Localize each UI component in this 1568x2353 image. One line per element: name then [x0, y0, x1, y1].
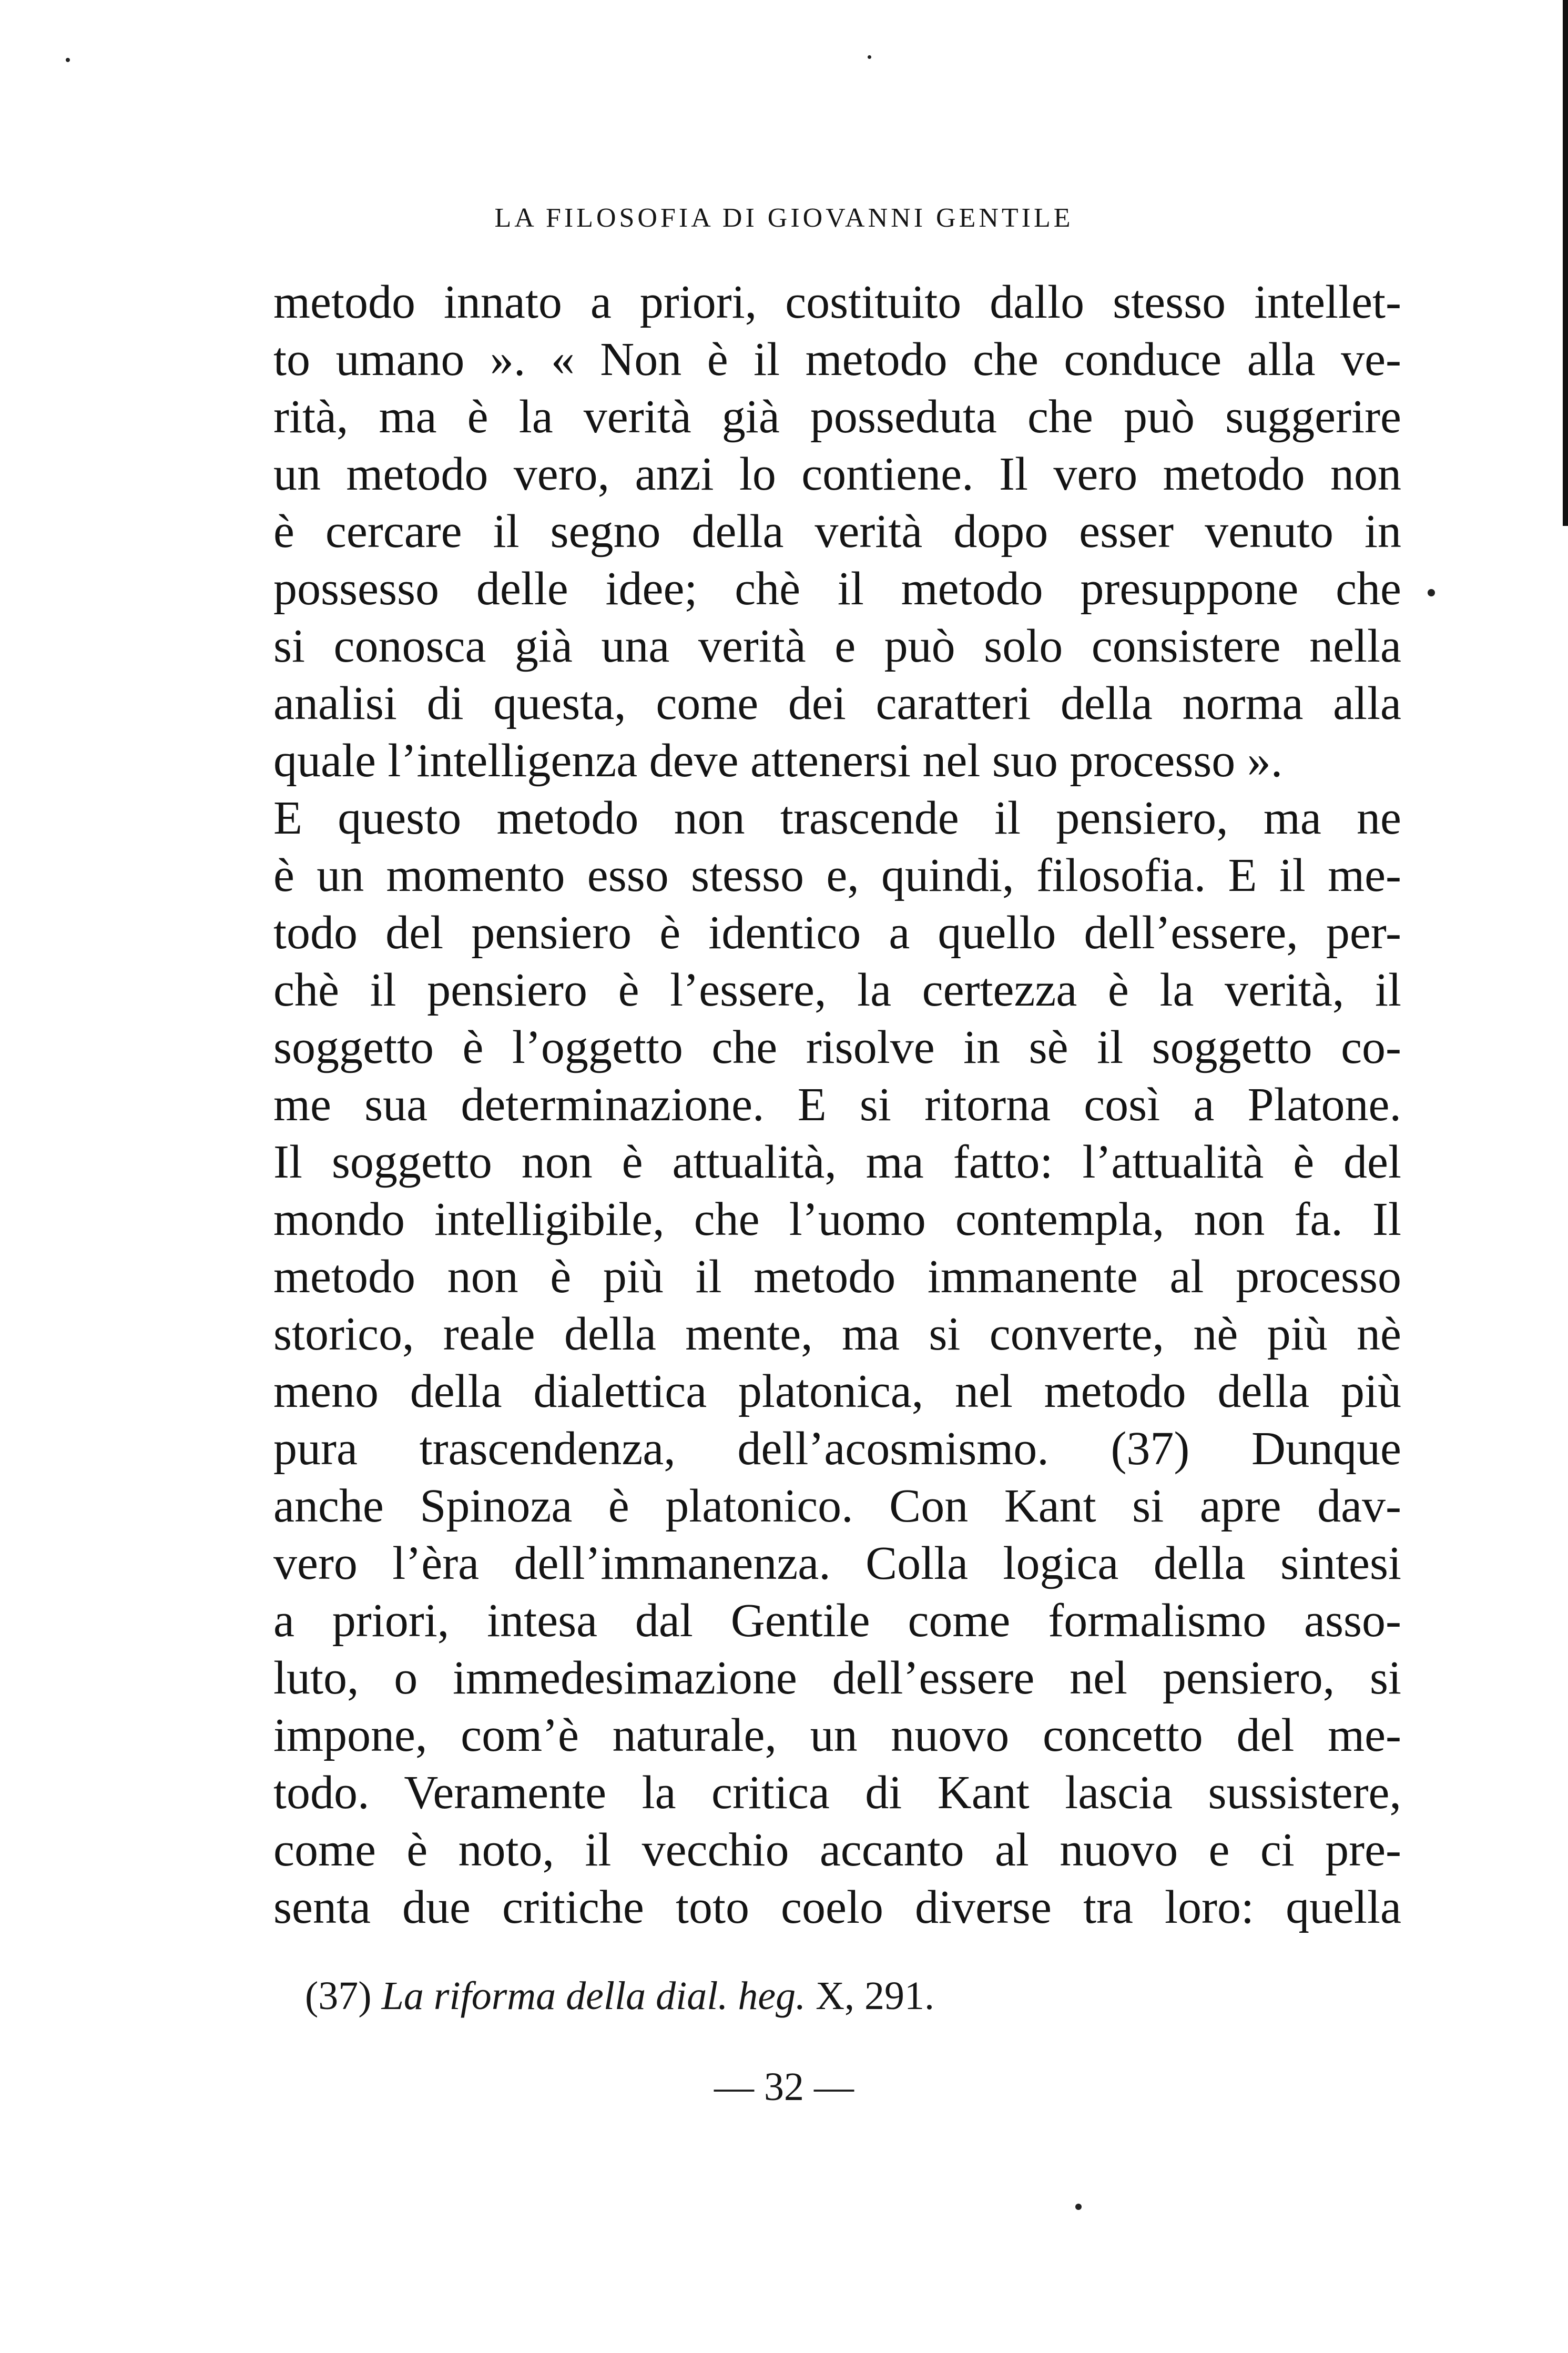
text-line: mondo intelligibile, che l’uomo contempla, non fa. Il [273, 1193, 1401, 1245]
text-line: possesso delle idee; chè il metodo presuppone che [273, 563, 1401, 615]
page-edge-shadow [1563, 0, 1568, 526]
text-line: rità, ma è la verità già posseduta che può suggerire [273, 391, 1401, 443]
ink-speck [1075, 2204, 1082, 2210]
text-line: come è noto, il vecchio accanto al nuovo e ci pre- [273, 1824, 1401, 1876]
footnote-number: (37) [305, 1974, 372, 2018]
ink-speck [1428, 589, 1435, 596]
text-line: luto, o immedesimazione dell’essere nel pensiero, si [273, 1652, 1401, 1704]
text-line: me sua determinazione. E si ritorna così a Platone. [273, 1079, 1401, 1131]
text-line: todo del pensiero è identico a quello dell’essere, per- [273, 907, 1401, 959]
text-line: E questo metodo non trascende il pensiero, ma ne [273, 792, 1401, 844]
ink-speck [868, 55, 871, 59]
text-line: storico, reale della mente, ma si converte, nè più nè [273, 1308, 1401, 1360]
text-line: un metodo vero, anzi lo contiene. Il vero metodo non [273, 448, 1401, 500]
text-line: analisi di questa, come dei caratteri della norma alla [273, 677, 1401, 729]
body-text [273, 273, 1401, 1936]
text-line: pura trascendenza, dell’acosmismo. (37) Dunque [273, 1423, 1401, 1475]
text-line: Il soggetto non è attualità, ma fatto: l’attualità è del [273, 1136, 1401, 1188]
text-line: è cercare il segno della verità dopo esser venuto in [273, 505, 1401, 557]
text-line: chè il pensiero è l’essere, la certezza è la verità, il [273, 964, 1401, 1016]
text-line: to umano ». « Non è il metodo che conduce alla ve- [273, 333, 1401, 386]
footnote-title: La riforma della dial. heg. [381, 1974, 806, 2018]
ink-speck [66, 58, 70, 62]
text-line: metodo innato a priori, costituito dallo stesso intellet- [273, 276, 1401, 328]
page-number: — 32 — [714, 2065, 854, 2109]
footnote [305, 1970, 934, 2022]
text-line: impone, com’è naturale, un nuovo concetto del me- [273, 1709, 1401, 1761]
text-line: si conosca già una verità e può solo consistere nella [273, 620, 1401, 672]
footnote-reference: X, 291. [816, 1974, 934, 2018]
text-line: vero l’èra dell’immanenza. Colla logica della sintesi [273, 1537, 1401, 1589]
text-line: todo. Veramente la critica di Kant lascia sussistere, [273, 1767, 1401, 1819]
text-line: a priori, intesa dal Gentile come formalismo asso- [273, 1595, 1401, 1647]
text-line: meno della dialettica platonica, nel metodo della più [273, 1365, 1401, 1417]
text-line: anche Spinoza è platonico. Con Kant si apre dav- [273, 1480, 1401, 1532]
text-line: quale l’intelligenza deve attenersi nel suo processo ». [273, 735, 1283, 787]
text-line: è un momento esso stesso e, quindi, filosofia. E il me- [273, 849, 1401, 901]
text-line: soggetto è l’oggetto che risolve in sè il soggetto co- [273, 1021, 1401, 1073]
text-line: metodo non è più il metodo immanente al processo [273, 1251, 1401, 1303]
text-line: senta due critiche toto coelo diverse tra loro: quella [273, 1881, 1401, 1933]
running-head: LA FILOSOFIA DI GIOVANNI GENTILE [494, 203, 1074, 233]
